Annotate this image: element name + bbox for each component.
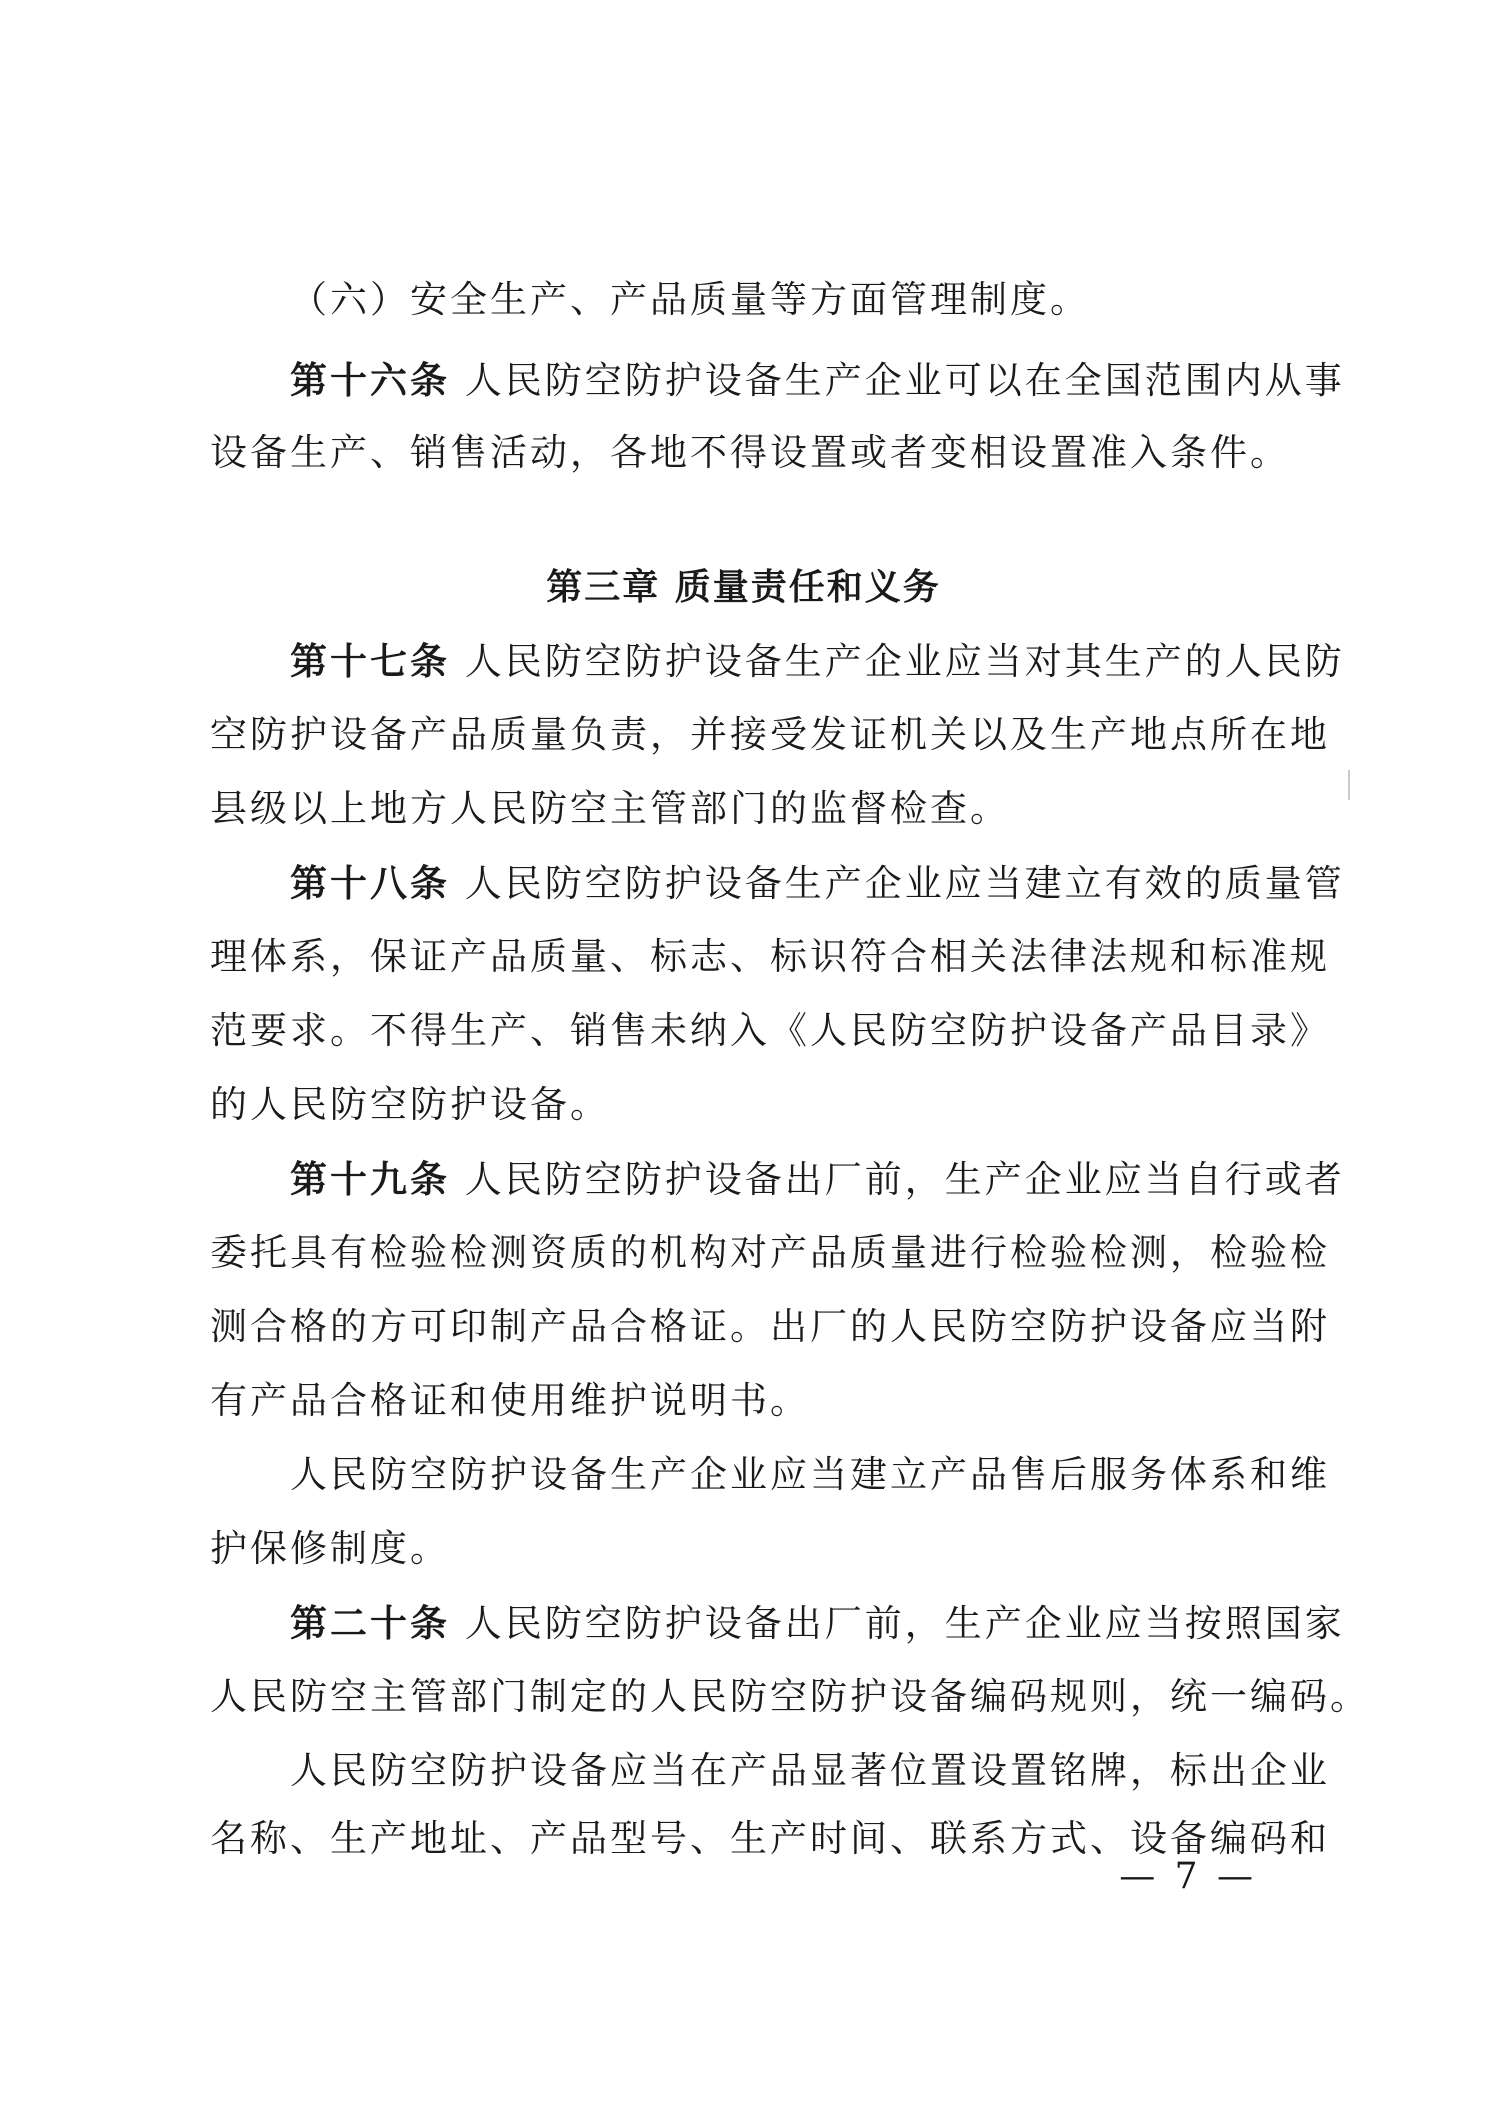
article-20-line-2: [210, 1672, 1370, 1722]
article-19-line-2: [210, 1228, 1330, 1278]
article-17-line-1: [290, 636, 1360, 687]
article-17-line-3: [210, 784, 1280, 834]
article-19-title: 第十九条: [290, 1157, 450, 1201]
article-19-paragraph-2-line-2: [210, 1524, 1280, 1574]
article-16-line-1: [290, 355, 1360, 406]
article-20-paragraph-2-text-2: 名称、生产地址、产品型号、生产时间、联系方式、设备编码和: [210, 1817, 1330, 1860]
article-18-title: 第十八条: [290, 861, 450, 905]
article-17-text-3: 县级以上地方人民防空主管部门的监督检查。: [210, 787, 1010, 830]
article-20-paragraph-2-text: 人民防空防护设备应当在产品显著位置设置铭牌，标出企业: [290, 1749, 1330, 1792]
article-16-line-2: [210, 428, 1290, 478]
article-18-line-4: [210, 1080, 1280, 1130]
article-18-line-1: [290, 858, 1360, 909]
article-20-text-2: 人民防空主管部门制定的人民防空防护设备编码规则，统一编码。: [210, 1675, 1370, 1718]
clause-six-text: （六）安全生产、产品质量等方面管理制度。: [290, 278, 1090, 321]
page-number: — 7 —: [1119, 1856, 1257, 1897]
article-20-title: 第二十条: [290, 1601, 450, 1645]
article-17-line-2: [210, 710, 1330, 760]
article-19-line-1: [290, 1154, 1360, 1205]
article-19-line-3: [210, 1302, 1330, 1352]
article-19-text-3: 测合格的方可印制产品合格证。出厂的人民防空防护设备应当附: [210, 1305, 1330, 1348]
article-20-line-1: [290, 1598, 1360, 1649]
article-19-paragraph-2-text: 人民防空防护设备生产企业应当建立产品售后服务体系和维: [290, 1453, 1330, 1496]
article-18-line-3: [210, 1006, 1330, 1056]
chapter-3-heading: [0, 562, 1487, 612]
article-18-text-3: 范要求。不得生产、销售未纳入《人民防空防护设备产品目录》: [210, 1009, 1330, 1052]
scan-mark: [1348, 770, 1350, 800]
article-18-text-2: 理体系，保证产品质量、标志、标识符合相关法律法规和标准规: [210, 935, 1330, 978]
article-18-text: 人民防空防护设备生产企业应当建立有效的质量管: [464, 862, 1345, 905]
article-17-text: 人民防空防护设备生产企业应当对其生产的人民防: [464, 640, 1345, 683]
clause-six-line: [290, 275, 1360, 325]
article-19-paragraph-2-line-1: [290, 1450, 1360, 1500]
article-19-line-4: [210, 1376, 1280, 1426]
article-20-paragraph-2-line-1: [290, 1746, 1360, 1796]
article-18-text-4: 的人民防空防护设备。: [210, 1083, 610, 1126]
article-19-text-2: 委托具有检验检测资质的机构对产品质量进行检验检测，检验检: [210, 1231, 1330, 1274]
article-18-line-2: [210, 932, 1330, 982]
article-19-text: 人民防空防护设备出厂前，生产企业应当自行或者: [464, 1158, 1345, 1201]
article-17-title: 第十七条: [290, 639, 450, 683]
article-16-text: 人民防空防护设备生产企业可以在全国范围内从事: [464, 359, 1345, 402]
article-19-text-4: 有产品合格证和使用维护说明书。: [210, 1379, 810, 1422]
article-16-text-continued: 设备生产、销售活动，各地不得设置或者变相设置准入条件。: [210, 431, 1290, 474]
chapter-3-title: 第三章 质量责任和义务: [546, 566, 941, 608]
article-17-text-2: 空防护设备产品质量负责，并接受发证机关以及生产地点所在地: [210, 713, 1330, 756]
article-16-title: 第十六条: [290, 358, 450, 402]
article-19-paragraph-2-text-2: 护保修制度。: [210, 1527, 450, 1570]
article-20-text: 人民防空防护设备出厂前，生产企业应当按照国家: [464, 1602, 1345, 1645]
